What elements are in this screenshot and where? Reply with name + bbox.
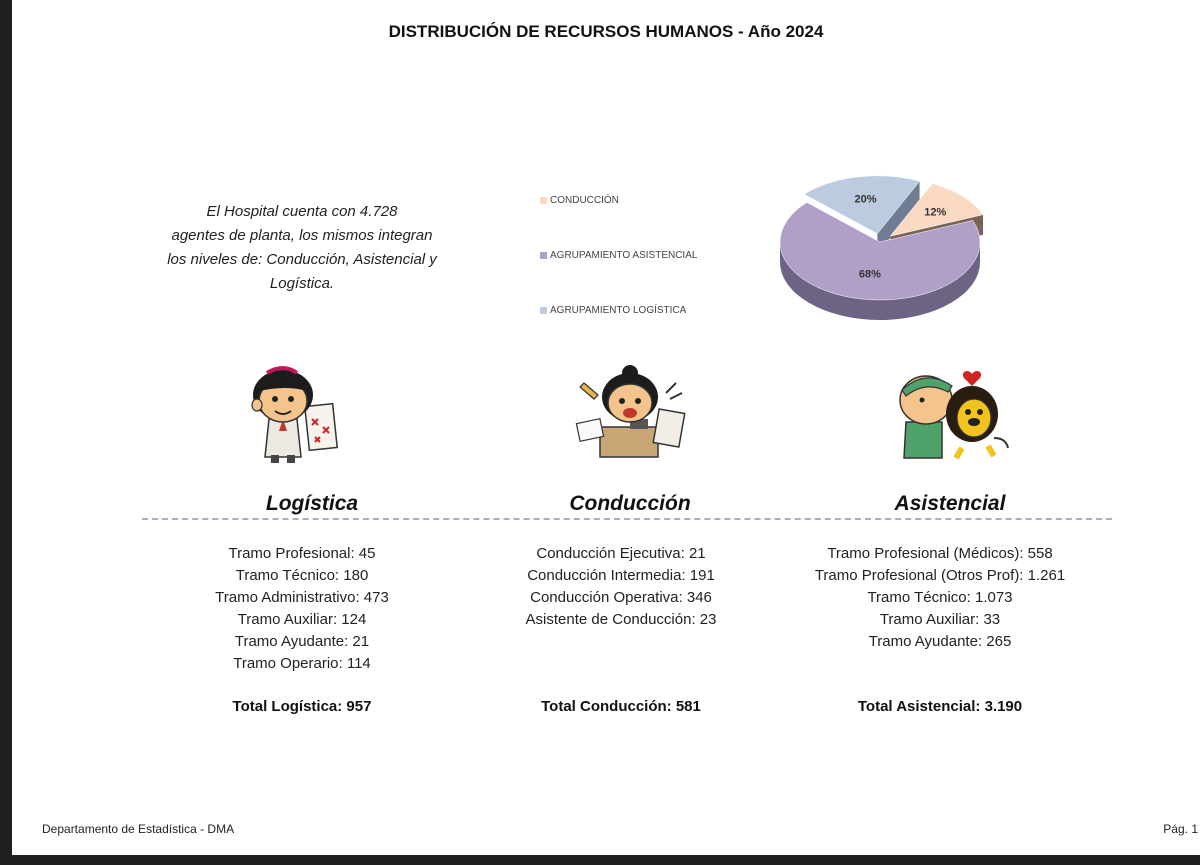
intro-line: El Hospital cuenta con 4.728 [206, 203, 398, 220]
document-page [12, 0, 1200, 855]
section-divider [142, 518, 1112, 520]
list-item: Tramo Operario: 114 [233, 655, 371, 672]
list-item: Tramo Profesional (Otros Prof): 1.261 [814, 567, 1066, 584]
pie-chart [762, 168, 1032, 333]
worker-with-chart-icon [237, 357, 347, 465]
list-asistencial [775, 543, 1105, 653]
legend-label: CONDUCCIÓN [550, 195, 619, 206]
busy-manager-icon [570, 365, 695, 460]
total-logistica: Total Logística: 957 [232, 698, 372, 715]
intro-line: los niveles de: Conducción, Asistencial y [167, 251, 437, 268]
list-item: Tramo Auxiliar: 124 [237, 611, 367, 628]
list-item: Tramo Ayudante: 265 [868, 633, 1012, 650]
legend-swatch [540, 197, 547, 204]
legend-label: AGRUPAMIENTO ASISTENCIAL [550, 250, 698, 261]
list-item: Conducción Intermedia: 191 [527, 567, 715, 584]
list-item: Tramo Técnico: 1.073 [867, 589, 1013, 606]
pie-label: 20% [854, 193, 877, 206]
intro-line: agentes de planta, los mismos integran [171, 227, 433, 244]
total-asistencial: Total Asistencial: 3.190 [857, 698, 1023, 715]
list-logistica [137, 543, 467, 675]
heading-logistica: Logística [265, 492, 359, 515]
footer-page-number: Pág. 1 [1163, 822, 1198, 836]
list-item: Tramo Auxiliar: 33 [879, 611, 1001, 628]
intro-line: Logística. [269, 275, 335, 292]
list-item: Tramo Técnico: 180 [235, 567, 369, 584]
list-item: Tramo Profesional: 45 [228, 545, 376, 562]
pie-label: 68% [858, 268, 881, 281]
intro-text [152, 200, 452, 296]
doctor-with-lion-icon [892, 368, 1012, 460]
page-title: DISTRIBUCIÓN DE RECURSOS HUMANOS - Año 2024 [388, 22, 824, 41]
legend-item-asistencial [540, 250, 697, 261]
list-item: Tramo Ayudante: 21 [234, 633, 370, 650]
heading-conduccion: Conducción [569, 492, 691, 515]
list-item: Conducción Ejecutiva: 21 [536, 545, 706, 562]
legend-swatch [540, 252, 547, 259]
total-conduccion: Total Conducción: 581 [541, 698, 701, 715]
list-conduccion [456, 543, 786, 631]
list-item: Conducción Operativa: 346 [530, 589, 712, 606]
list-item: Tramo Profesional (Médicos): 558 [827, 545, 1053, 562]
list-item: Asistente de Conducción: 23 [525, 611, 717, 628]
heading-asistencial: Asistencial [894, 492, 1006, 515]
pie-label: 12% [924, 206, 947, 219]
footer-department: Departamento de Estadística - DMA [42, 822, 235, 836]
list-item: Tramo Administrativo: 473 [215, 589, 389, 606]
legend-item-logistica [540, 305, 686, 316]
legend-label: AGRUPAMIENTO LOGÍSTICA [550, 305, 687, 316]
legend-swatch [540, 307, 547, 314]
legend-item-conduccion [540, 195, 619, 206]
